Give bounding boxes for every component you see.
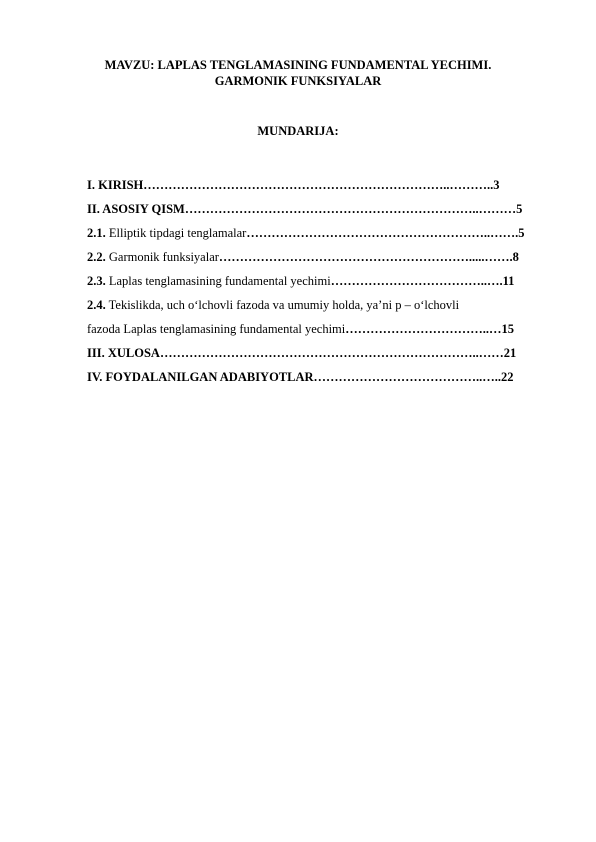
toc-entry-adabiyotlar[interactable] xyxy=(87,369,554,385)
toc-leader: …………………………………………………..……. xyxy=(246,226,519,240)
document-title-line-2: GARMONIK FUNKSIYALAR xyxy=(214,74,382,88)
toc-leader: …………………………………………………………………..…… xyxy=(159,346,504,360)
toc-section-number: 2.3. xyxy=(87,274,106,288)
toc-section-number: 2.4. xyxy=(87,298,106,312)
toc-entry-label: Elliptik tipdagi tenglamalar xyxy=(105,226,247,240)
toc-page-number: 11 xyxy=(502,274,515,288)
toc-entry-2-3[interactable] xyxy=(87,273,554,289)
toc-leader: ………………………………………………………………..……….. xyxy=(143,178,494,192)
toc-entry-label: Tekislikda, uch o‘lchovli fazoda va umumiy holda, ya’ni p – o‘lchovli xyxy=(105,298,460,312)
toc-page-number: 5 xyxy=(518,226,525,240)
toc-entry-asosiy-qism[interactable] xyxy=(87,201,554,217)
toc-section-number: 2.1. xyxy=(87,226,106,240)
contents-heading: MUNDARIJA: xyxy=(257,124,339,138)
toc-entry-2-2[interactable] xyxy=(87,249,554,265)
toc-page-number: 21 xyxy=(503,346,517,360)
toc-entry-label: IV. FOYDALANILGAN ADABIYOTLAR xyxy=(87,370,314,384)
toc-entry-label: III. XULOSA xyxy=(87,346,160,360)
toc-page-number: 8 xyxy=(512,250,519,264)
toc-entry-2-4[interactable] xyxy=(87,297,554,313)
toc-entry-2-4-continuation[interactable] xyxy=(87,321,554,337)
toc-page-number: 15 xyxy=(501,322,514,336)
toc-page-number: 3 xyxy=(493,178,500,192)
toc-entry-label: Laplas tenglamasining fundamental yechimi xyxy=(105,274,331,288)
toc-entry-label: I. KIRISH xyxy=(87,178,144,192)
toc-leader: ……………………………..… xyxy=(345,322,502,336)
toc-leader: …………………………………..….. xyxy=(313,370,502,384)
toc-entry-label: fazoda Laplas tenglamasining fundamental yechimi xyxy=(87,322,346,336)
toc-entry-2-1[interactable] xyxy=(87,225,554,241)
toc-page-number: 22 xyxy=(501,370,514,384)
toc-entry-label: II. ASOSIY QISM xyxy=(87,202,185,216)
toc-leader: ……………………………………………………………..……… xyxy=(184,202,517,216)
toc-leader: ………………………………..…. xyxy=(330,274,503,288)
toc-section-number: 2.2. xyxy=(87,250,106,264)
document-title-line-1: MAVZU: LAPLAS TENGLAMASINING FUNDAMENTAL YECHIMI. xyxy=(104,58,492,72)
toc-leader: …………………………………………………….....……. xyxy=(218,250,513,264)
toc-entry-kirish[interactable] xyxy=(87,177,554,193)
toc-entry-label: Garmonik funksiyalar xyxy=(105,250,219,264)
toc-entry-xulosa[interactable] xyxy=(87,345,554,361)
toc-page-number: 5 xyxy=(516,202,523,216)
